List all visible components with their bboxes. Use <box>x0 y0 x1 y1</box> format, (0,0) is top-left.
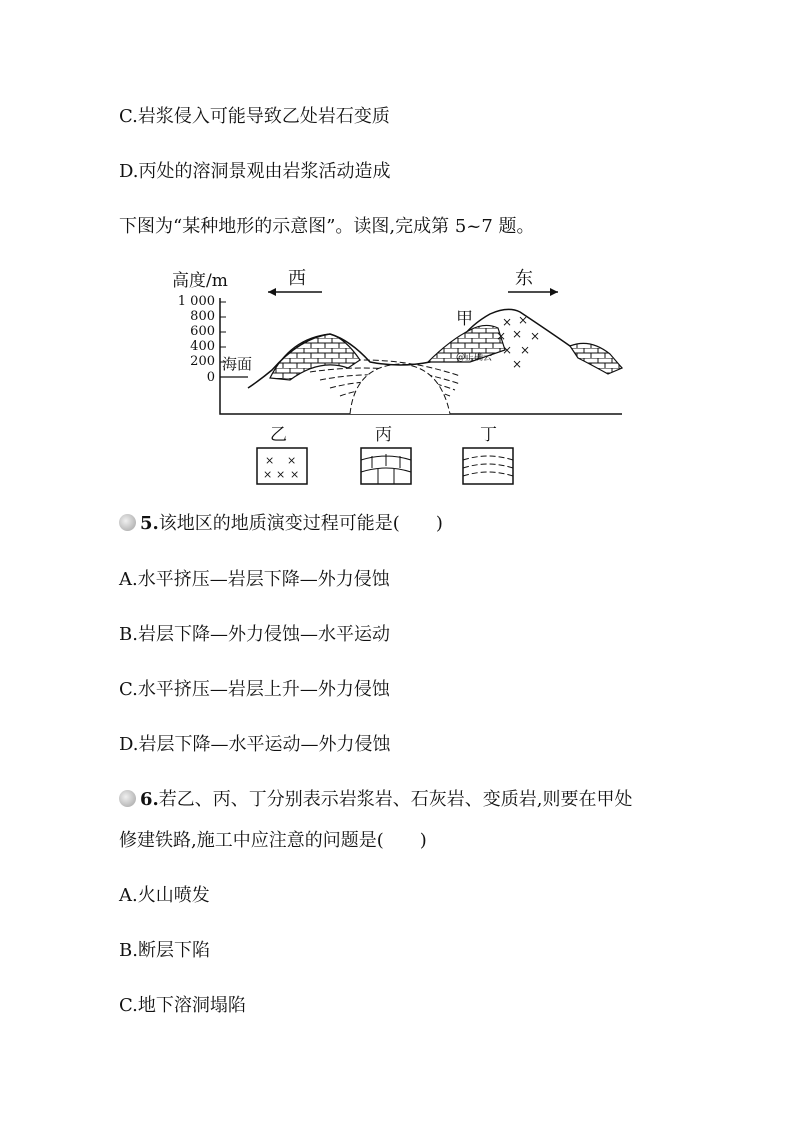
question-6-stem <box>119 788 633 812</box>
question-bullet-icon <box>119 790 136 807</box>
question-5-text: 该地区的地质演变过程可能是( ) <box>158 513 443 534</box>
legend-yi-box <box>257 448 307 484</box>
tick-1000: 1 000 <box>177 294 215 309</box>
svg-text:×: × <box>530 329 541 343</box>
q6-option-a[interactable]: A.火山喷发 <box>119 885 210 906</box>
svg-text:×: × <box>287 454 297 467</box>
svg-text:×: × <box>512 327 523 341</box>
legend-yi-label: 乙 <box>270 425 287 445</box>
option-c-prev: C.岩浆侵入可能导致乙处岩石变质 <box>119 106 390 127</box>
svg-text:×: × <box>290 468 300 481</box>
question-5-stem <box>119 512 443 536</box>
legend-ding-box <box>463 448 513 484</box>
question-6-text-line2: 修建铁路,施工中应注意的问题是( ) <box>119 830 427 851</box>
svg-text:×: × <box>502 315 513 329</box>
q6-option-b[interactable]: B.断层下陷 <box>119 940 210 961</box>
east-hill <box>570 343 622 374</box>
q6-option-c[interactable]: C.地下溶洞塌陷 <box>119 995 246 1016</box>
question-bullet-icon <box>119 514 136 531</box>
terrain-diagram <box>160 258 630 488</box>
svg-text:×: × <box>496 329 507 343</box>
east-label: 东 <box>515 268 533 289</box>
intro-text: 下图为“某种地形的示意图”。读图,完成第 5~7 题。 <box>119 216 535 237</box>
tick-200: 200 <box>190 354 215 369</box>
question-6-number: 6. <box>140 789 159 810</box>
y-axis-label: 高度/m <box>172 271 228 291</box>
option-d-prev: D.丙处的溶洞景观由岩浆活动造成 <box>119 161 391 182</box>
tick-400: 400 <box>190 339 215 354</box>
q5-option-a[interactable]: A.水平挤压—岩层下降—外力侵蚀 <box>119 569 390 590</box>
tick-0: 0 <box>206 370 215 385</box>
question-6-text-line1: 若乙、丙、丁分别表示岩浆岩、石灰岩、变质岩,则要在甲处 <box>158 789 633 810</box>
svg-text:×: × <box>276 468 286 481</box>
q5-option-c[interactable]: C.水平挤压—岩层上升—外力侵蚀 <box>119 679 390 700</box>
y-ticks <box>178 294 215 385</box>
tick-800: 800 <box>190 309 215 324</box>
question-5-number: 5. <box>140 513 159 534</box>
jia-label: 甲 <box>456 309 473 329</box>
legend-bing-box <box>361 448 411 484</box>
watermark: @正确云 <box>456 353 493 363</box>
svg-text:×: × <box>502 343 513 357</box>
west-label: 西 <box>288 268 306 289</box>
svg-text:×: × <box>263 468 273 481</box>
svg-text:×: × <box>265 454 275 467</box>
legend-bing-label: 丙 <box>375 425 392 445</box>
svg-text:×: × <box>520 343 531 357</box>
sea-level-label: 海面 <box>222 355 253 373</box>
q5-option-d[interactable]: D.岩层下降—水平运动—外力侵蚀 <box>119 734 391 755</box>
q5-option-b[interactable]: B.岩层下降—外力侵蚀—水平运动 <box>119 624 390 645</box>
svg-text:×: × <box>512 357 523 371</box>
tick-600: 600 <box>190 324 215 339</box>
svg-text:×: × <box>518 313 529 327</box>
legend-ding-label: 丁 <box>480 425 497 445</box>
